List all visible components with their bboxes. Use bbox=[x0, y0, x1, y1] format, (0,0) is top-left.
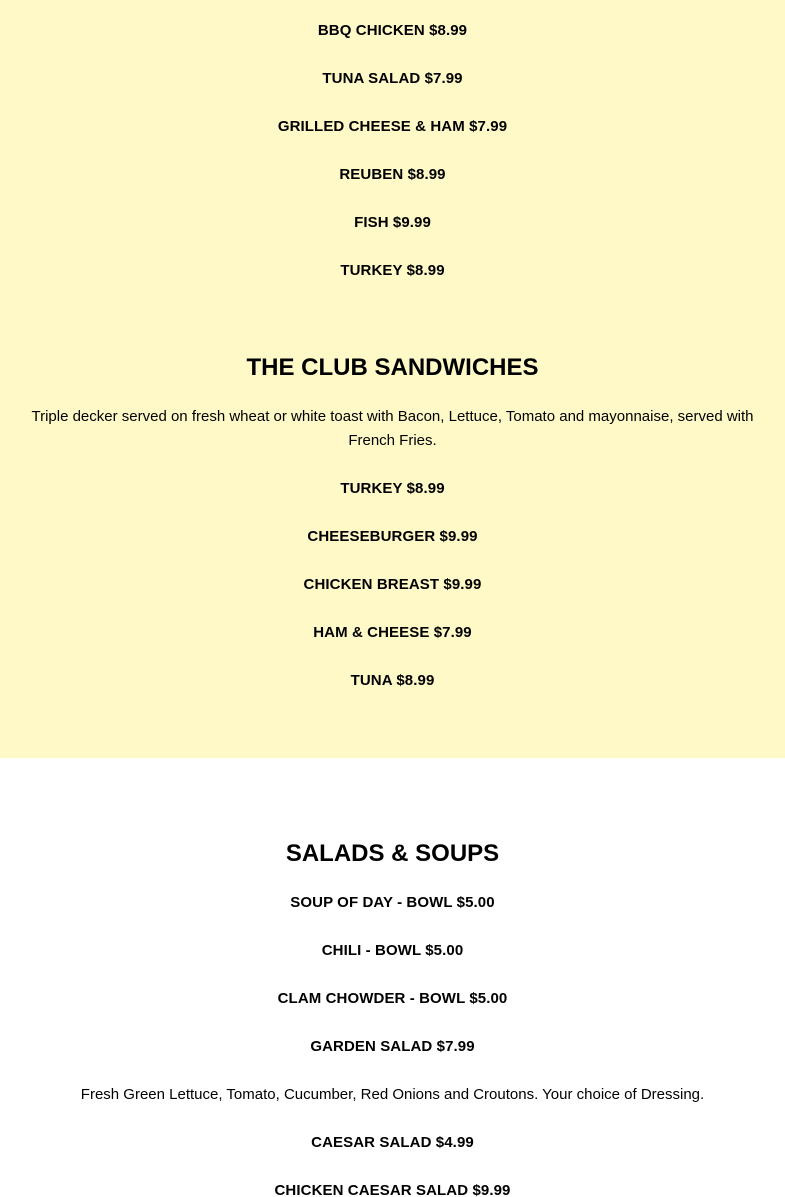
menu-item: SOUP OF DAY - BOWL $5.00 bbox=[290, 894, 495, 911]
menu-item: GARDEN SALAD $7.99 bbox=[310, 1038, 475, 1055]
menu-item: TURKEY $8.99 bbox=[340, 262, 445, 279]
menu-item: CHEESEBURGER $9.99 bbox=[307, 528, 478, 545]
salads-soups-title: SALADS & SOUPS bbox=[285, 840, 500, 867]
garden-salad-description: Fresh Green Lettuce, Tomato, Cucumber, Red Onions and Croutons. Your choice of Dressing. bbox=[80, 1086, 705, 1103]
club-sandwiches-title: THE CLUB SANDWICHES bbox=[246, 354, 539, 381]
menu-item: GRILLED CHEESE & HAM $7.99 bbox=[277, 118, 508, 135]
menu-item: CHICKEN CAESAR SALAD $9.99 bbox=[274, 1182, 511, 1197]
salads-soups-section bbox=[0, 758, 785, 1197]
menu-item: HAM & CHEESE $7.99 bbox=[313, 624, 472, 641]
menu-item: CLAM CHOWDER - BOWL $5.00 bbox=[277, 990, 508, 1007]
menu-item: BBQ CHICKEN $8.99 bbox=[317, 22, 468, 39]
menu-item: CHICKEN BREAST $9.99 bbox=[303, 576, 482, 593]
menu-item: FISH $9.99 bbox=[354, 214, 431, 231]
club-sandwiches-description: Triple decker served on fresh wheat or white toast with Bacon, Lettuce, Tomato and mayonnaise, served with French Fries. bbox=[31, 408, 754, 449]
menu-item: CHILI - BOWL $5.00 bbox=[321, 942, 464, 959]
menu-item: CAESAR SALAD $4.99 bbox=[311, 1134, 474, 1151]
menu-item: TUNA $8.99 bbox=[350, 672, 435, 689]
menu-item: TUNA SALAD $7.99 bbox=[322, 70, 463, 87]
menu-item: TURKEY $8.99 bbox=[340, 480, 445, 497]
menu-item: REUBEN $8.99 bbox=[339, 166, 446, 183]
